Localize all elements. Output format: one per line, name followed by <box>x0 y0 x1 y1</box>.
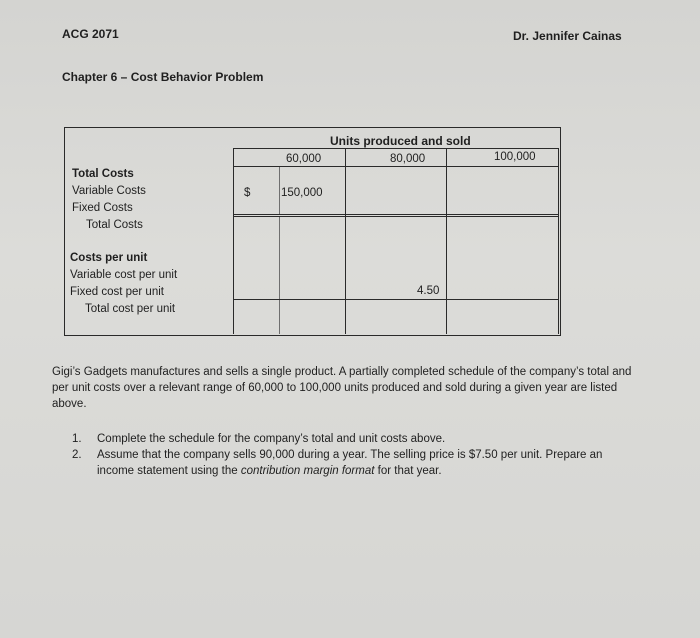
variable-cost-per-unit-label: Variable cost per unit <box>70 269 178 281</box>
units-group-header: Units produced and sold <box>330 134 471 148</box>
course-code: ACG 2071 <box>62 27 119 41</box>
task-2 <box>97 447 637 479</box>
grid-line <box>233 216 558 217</box>
task-1: Complete the schedule for the company’s total and unit costs above. <box>97 433 446 445</box>
table-top-line <box>233 148 558 149</box>
task-2-text: Assume that the company sells 90,000 during a year. The selling price is $7.50 per unit. Prepare an income statement using the <box>97 449 603 477</box>
grid-line <box>558 148 559 334</box>
problem-description: Gigi’s Gadgets manufactures and sells a single product. A partially completed schedule of the company’s total and per unit costs over a relevant range of 60,000 to 100,000 units produced and sold during a given year are listed above. <box>52 366 632 410</box>
column-header-80000: 80,000 <box>390 153 426 165</box>
grid-line <box>345 148 346 334</box>
fixed-costs-label: Fixed Costs <box>72 202 133 214</box>
chapter-title: Chapter 6 – Cost Behavior Problem <box>62 70 264 84</box>
fixed-cost-per-unit-label: Fixed cost per unit <box>70 286 164 298</box>
grid-line <box>446 148 447 334</box>
variable-costs-label: Variable Costs <box>72 185 146 197</box>
task-2-emphasis: contribution margin format <box>240 465 375 477</box>
grid-line <box>233 299 558 300</box>
instructor-name: Dr. Jennifer Cainas <box>513 29 622 43</box>
grid-line <box>233 148 234 334</box>
currency-symbol: $ <box>244 187 251 199</box>
costs-per-unit-heading: Costs per unit <box>70 252 148 264</box>
grid-line <box>279 166 280 214</box>
fixed-cost-per-unit-80000-value: 4.50 <box>417 285 440 297</box>
task-2-text-end: for that year. <box>374 465 442 477</box>
column-header-100000: 100,000 <box>494 151 536 163</box>
column-header-60000: 60,000 <box>286 153 322 165</box>
variable-costs-60000-value: 150,000 <box>281 187 323 199</box>
grid-line <box>279 216 280 334</box>
grid-line <box>233 214 558 215</box>
total-costs-heading: Total Costs <box>72 168 134 180</box>
total-cost-per-unit-label: Total cost per unit <box>85 303 176 315</box>
task-number-1: 1. <box>72 433 82 445</box>
task-number-2: 2. <box>72 449 82 461</box>
total-costs-label: Total Costs <box>86 219 143 231</box>
grid-line <box>233 166 558 167</box>
